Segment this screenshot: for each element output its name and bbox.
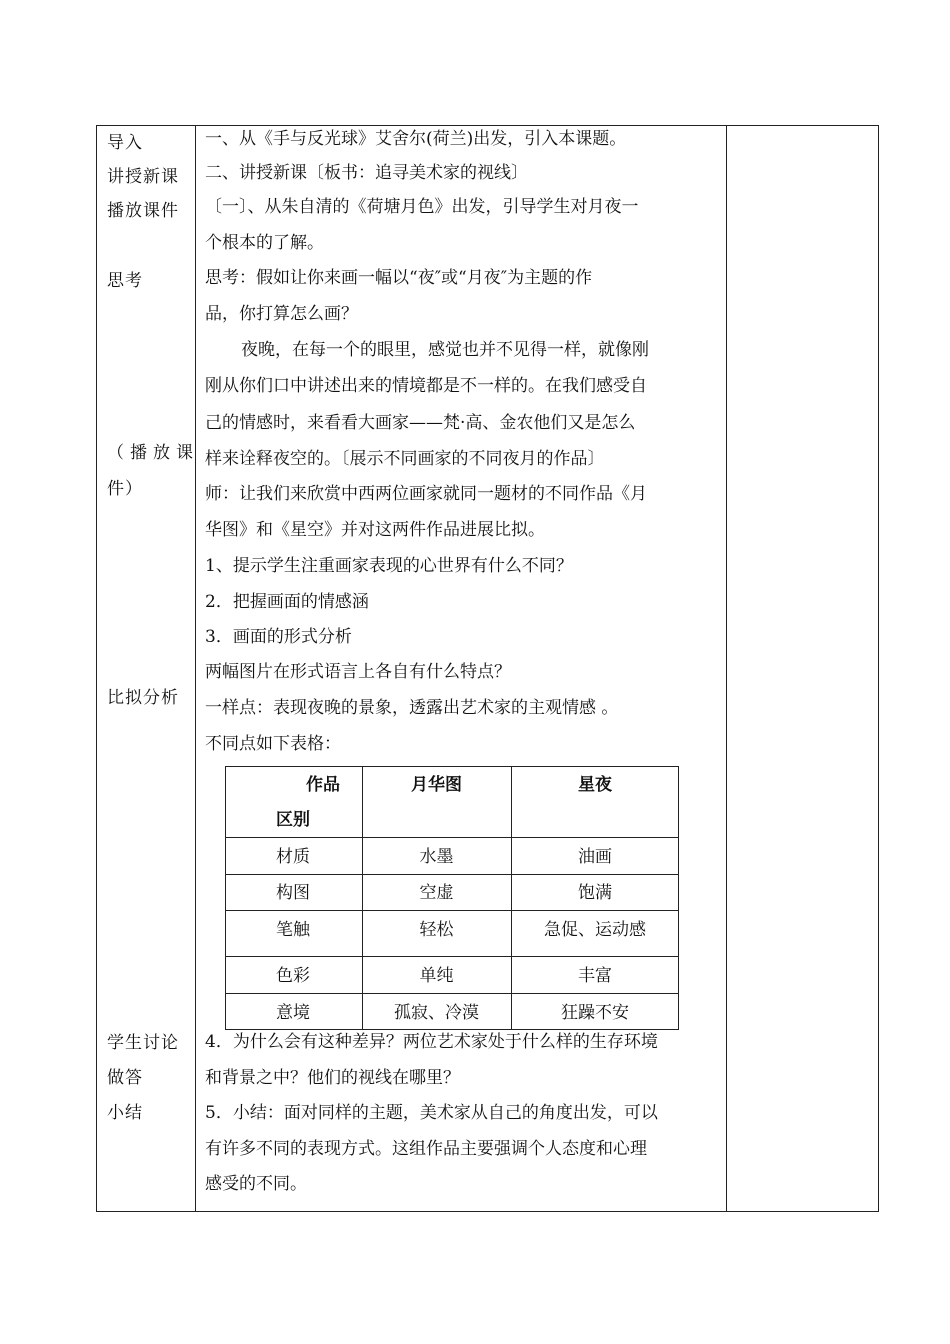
- content-line: 样来诠释夜空的。〔展示不同画家的不同夜月的作品〕: [205, 449, 605, 469]
- row-label: 笔触: [276, 920, 310, 940]
- content-line: 一、从《手与反光球》艾舍尔(荷兰)出发，引入本课题。: [205, 129, 627, 149]
- note-answer: 做答: [107, 1068, 143, 1088]
- content-line: 夜晚，在每一个的眼里，感觉也并不见得一样，就像刚: [241, 340, 649, 360]
- row-label: 材质: [276, 847, 310, 867]
- content-line: 思考：假如让你来画一幅以“夜″或“月夜″为主题的作: [205, 268, 593, 288]
- content-line: 刚从你们口中讲述出来的情境都是不一样的。在我们感受自: [205, 376, 647, 396]
- comparison-table: [225, 766, 679, 1030]
- note-compare: 比拟分析: [107, 688, 179, 708]
- cell-value: 饱满: [578, 883, 612, 903]
- lesson-table: [96, 125, 879, 1212]
- content-line: 不同点如下表格：: [205, 734, 341, 754]
- content-line: 4．为什么会有这种差异？两位艺术家处于什么样的生存环境: [205, 1032, 658, 1052]
- note-new-lesson: 讲授新课: [107, 167, 179, 187]
- header-difference: 区别: [276, 810, 310, 830]
- row-divider: [226, 837, 678, 838]
- cell-value: 空虚: [419, 883, 454, 903]
- content-line: 1、提示学生注重画家表现的心世界有什么不同？: [205, 556, 573, 576]
- column-divider-2: [726, 126, 727, 1211]
- row-divider: [226, 874, 678, 875]
- row-label: 色彩: [276, 966, 310, 986]
- cell-value: 丰富: [578, 966, 612, 986]
- content-line: 品，你打算怎么画？: [205, 304, 358, 324]
- content-line: 师：让我们来欣赏中西两位画家就同一题材的不同作品《月: [205, 484, 647, 504]
- content-line: 3．画面的形式分析: [205, 627, 352, 647]
- header-xingye: 星夜: [578, 775, 612, 795]
- cell-value: 油画: [578, 847, 612, 867]
- content-line: 华图》和《星空》并对这两件作品进展比拟。: [205, 520, 545, 540]
- row-divider: [226, 993, 678, 994]
- note-play-courseware: 播放课件: [107, 201, 179, 221]
- row-divider: [226, 910, 678, 911]
- cell-value: 水墨: [419, 847, 454, 867]
- note-intro: 导入: [107, 133, 143, 153]
- note-play-courseware-2a: （播放课: [107, 443, 199, 463]
- content-line: 2．把握画面的情感涵: [205, 592, 369, 612]
- note-play-courseware-2b: 件）: [107, 479, 143, 499]
- content-line: 和背景之中？他们的视线在哪里？: [205, 1068, 460, 1088]
- row-divider: [226, 956, 678, 957]
- row-label: 构图: [276, 883, 310, 903]
- header-yuehuatu: 月华图: [411, 775, 462, 795]
- content-line: 二、讲授新课〔板书：追寻美术家的视线〕: [205, 163, 528, 183]
- cell-value: 孤寂、冷漠: [394, 1003, 479, 1023]
- cell-value: 单纯: [419, 966, 454, 986]
- content-line: 感受的不同。: [205, 1174, 307, 1194]
- cell-value: 急促、运动感: [544, 920, 646, 940]
- note-discuss: 学生讨论: [107, 1033, 179, 1053]
- cell-value: 狂躁不安: [561, 1003, 629, 1023]
- content-line: 一样点：表现夜晚的景象，透露出艺术家的主观情感 。: [205, 698, 619, 718]
- content-line: 〔一〕、从朱自清的《荷塘月色》出发，引导学生对月夜一: [205, 197, 639, 217]
- column-divider-1: [195, 126, 196, 1211]
- content-line: 两幅图片在形式语言上各自有什么特点？: [205, 662, 511, 682]
- content-line: 个根本的了解。: [205, 233, 324, 253]
- row-label: 意境: [276, 1003, 310, 1023]
- note-think: 思考: [107, 271, 143, 291]
- content-line: 己的情感时，来看看大画家——梵·高、金农他们又是怎么: [205, 413, 636, 433]
- note-summary: 小结: [107, 1103, 143, 1123]
- cell-value: 轻松: [419, 920, 454, 940]
- content-line: 有许多不同的表现方式。这组作品主要强调个人态度和心理: [205, 1139, 647, 1159]
- content-line: 5．小结：面对同样的主题，美术家从自己的角度出发，可以: [205, 1103, 658, 1123]
- header-works: 作品: [306, 775, 340, 795]
